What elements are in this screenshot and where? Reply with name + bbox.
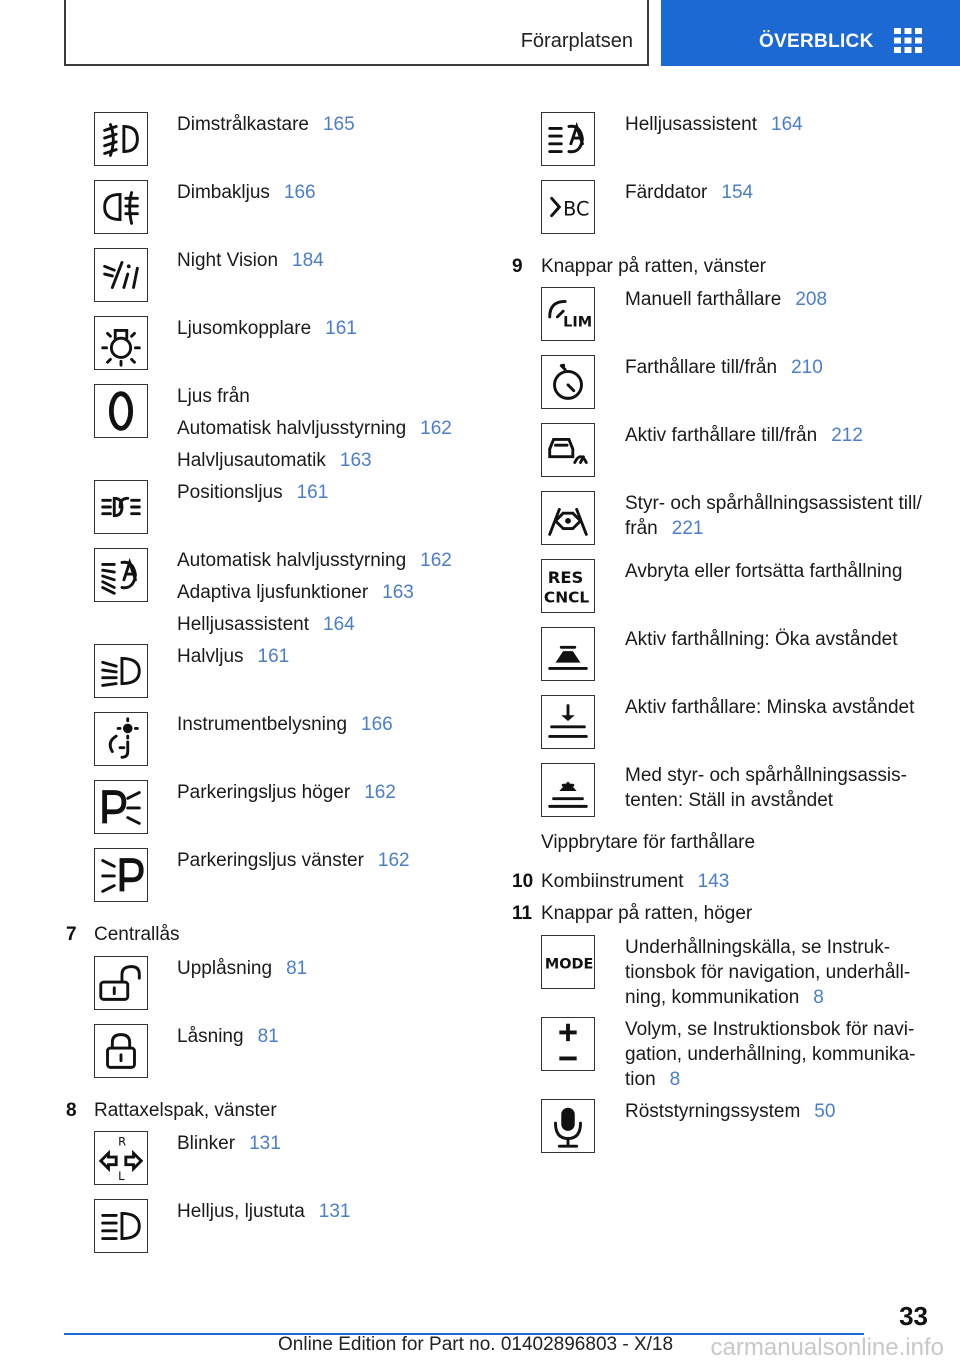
entry-label[interactable] (177, 1200, 350, 1224)
entry-text: Aktiv farthållare till/från (625, 425, 818, 446)
svg-text:MODE: MODE (544, 956, 594, 973)
entry-label[interactable] (177, 1132, 281, 1156)
entry-text: Med styr- och spårhållningsassis- (625, 765, 907, 786)
entry-text: Ljusomkopplare (177, 318, 312, 339)
page-reference-link[interactable]: 131 (249, 1133, 281, 1154)
entry-text: Parkeringsljus vänster (177, 850, 364, 871)
entry-label[interactable] (177, 181, 316, 205)
entry-label (625, 1018, 914, 1042)
page-reference-link[interactable]: 81 (257, 1026, 279, 1047)
entry-label (625, 628, 897, 652)
entry-text: Night Vision (177, 250, 279, 271)
svg-text:L: L (118, 1169, 125, 1184)
section-8-title: Rattaxelspak, vänster (94, 1100, 277, 1121)
entry-label[interactable] (625, 1068, 680, 1092)
page-reference-link[interactable]: 162 (420, 550, 452, 571)
entry-label (625, 492, 922, 516)
entry-label (625, 764, 907, 788)
entry-label[interactable] (177, 849, 410, 873)
entry-text: Färddator (625, 182, 708, 203)
section-9-title: Knappar på ratten, vänster (541, 256, 766, 277)
entry-label (625, 961, 910, 985)
page-reference-link[interactable]: 208 (795, 289, 828, 310)
watermark: carmanualsonline.info (710, 1334, 944, 1361)
section-10-title[interactable] (541, 871, 729, 893)
entry-label[interactable] (177, 449, 372, 473)
res-cncl-icon (541, 559, 595, 613)
page-reference-link[interactable]: 162 (377, 850, 410, 871)
page-reference-link[interactable]: 50 (814, 1101, 836, 1122)
entry-text: Blinker (177, 1133, 236, 1154)
svg-text:R: R (118, 1134, 127, 1149)
section-10-number: 10 (512, 871, 534, 892)
section-10-page[interactable]: 143 (697, 871, 730, 892)
light-switch-icon (94, 316, 148, 370)
page-reference-link[interactable]: 164 (771, 114, 803, 135)
night-vision-icon (94, 248, 148, 302)
onboard-computer-icon (541, 180, 595, 234)
steering-assistant-icon (541, 491, 595, 545)
rear-fog-light-icon (94, 180, 148, 234)
entry-text: Ljus från (177, 386, 250, 407)
entry-label[interactable] (625, 288, 827, 312)
grid-menu-icon (894, 28, 922, 53)
entry-text: Volym, se Instruktionsbok för navi- (625, 1019, 915, 1040)
entry-label[interactable] (625, 181, 753, 205)
entry-text: Halvljus (177, 646, 244, 667)
page-reference-link[interactable]: 161 (325, 318, 357, 339)
auto-headlight-icon (94, 548, 148, 602)
svg-text:BC: BC (563, 197, 590, 221)
page-reference-link[interactable]: 221 (671, 518, 704, 539)
entry-label[interactable] (177, 481, 328, 505)
entry-label[interactable] (625, 424, 863, 448)
instrument-lighting-icon (94, 712, 148, 766)
svg-text:CNCL: CNCL (543, 588, 590, 607)
page-reference-link[interactable]: 166 (361, 714, 393, 735)
entry-text: Röststyrningssystem (625, 1101, 801, 1122)
entry-label[interactable] (177, 417, 452, 441)
section-7-number: 7 (66, 924, 77, 945)
entry-text: Positionsljus (177, 482, 283, 503)
entry-label[interactable] (177, 713, 393, 737)
entry-text: Manuell farthållare (625, 289, 782, 310)
header-section-title: Förarplatsen (520, 30, 633, 52)
section-11-title: Knappar på ratten, höger (541, 903, 753, 924)
section-8-number: 8 (66, 1100, 77, 1121)
entry-text: Upplåsning (177, 958, 273, 979)
entry-label[interactable] (177, 957, 307, 981)
entry-text: Instrumentbelysning (177, 714, 348, 735)
distance-set-icon (541, 763, 595, 817)
entry-label[interactable] (625, 1100, 835, 1124)
entry-text: Helljusassistent (625, 114, 757, 135)
entry-label[interactable] (177, 645, 289, 669)
entry-label[interactable] (625, 986, 824, 1010)
page-reference-link[interactable]: 212 (831, 425, 863, 446)
entry-label[interactable] (177, 113, 355, 137)
entry-text: Underhållningskälla, se Instruk- (625, 937, 891, 958)
page-reference-link[interactable]: 154 (721, 182, 754, 203)
page-reference-link[interactable]: 161 (296, 482, 329, 503)
distance-decrease-icon (541, 695, 595, 749)
mode-icon (541, 935, 595, 989)
active-cruise-control-icon (541, 423, 595, 477)
entry-label (625, 696, 914, 720)
lock-icon (94, 1024, 148, 1078)
header-section-box (64, 0, 649, 66)
entry-text: Automatisk halvljusstyrning (177, 550, 407, 571)
entry-text: Helljus, ljustuta (177, 1201, 305, 1222)
entry-text: Avbryta eller fortsätta farthållning (625, 561, 903, 582)
page-reference-link[interactable]: 164 (323, 614, 355, 635)
low-beam-icon (94, 644, 148, 698)
page-reference-link[interactable]: 163 (382, 582, 414, 603)
page-reference-link[interactable]: 8 (813, 987, 824, 1008)
page-reference-link[interactable]: 184 (292, 250, 324, 271)
volume-icon (541, 1017, 595, 1071)
front-fog-light-icon (94, 112, 148, 166)
svg-text:RES: RES (547, 568, 584, 588)
position-lights-icon (94, 480, 148, 534)
entry-label[interactable] (177, 249, 324, 273)
page-reference-link[interactable]: 210 (791, 357, 823, 378)
parking-light-right-icon (94, 780, 148, 834)
rocker-switch-label: Vippbrytare för farthållare (541, 832, 756, 853)
page-reference-link[interactable]: 162 (364, 782, 396, 803)
entry-text: Helljusassistent (177, 614, 309, 635)
turn-signal-icon (94, 1131, 148, 1185)
entry-text: Styr- och spårhållningsassistent till/ (625, 493, 922, 514)
header-chapter-title: ÖVERBLICK (759, 31, 874, 52)
entry-text: tion (625, 1069, 656, 1090)
page-number: 33 (899, 1301, 928, 1331)
entry-text: Dimbakljus (177, 182, 270, 203)
entry-label[interactable] (177, 581, 414, 605)
entry-text: Dimstrålkastare (177, 114, 309, 135)
entry-label (625, 936, 890, 960)
page-reference-link[interactable]: 165 (322, 114, 355, 135)
entry-label (625, 560, 902, 584)
entry-text: Aktiv farthållning: Öka avståndet (625, 629, 898, 650)
entry-label (625, 1043, 915, 1067)
section-11-number: 11 (512, 903, 533, 924)
entry-text: Automatisk halvljusstyrning (177, 418, 407, 439)
entry-label[interactable] (177, 613, 355, 637)
page-reference-link[interactable]: 161 (257, 646, 290, 667)
entry-label[interactable] (177, 1025, 279, 1049)
lights-off-icon (94, 384, 148, 438)
entry-label[interactable] (177, 781, 396, 805)
entry-text: Halvljusautomatik (177, 450, 326, 471)
entry-text: Adaptiva ljusfunktioner (177, 582, 369, 603)
entry-label (625, 789, 833, 813)
high-beam-icon (94, 1199, 148, 1253)
edition-text: Online Edition for Part no. 01402896803 - X/18 (278, 1334, 674, 1355)
entry-label[interactable] (625, 517, 703, 541)
entry-text: från (625, 518, 658, 539)
entry-text: tenten: Ställ in avståndet (625, 790, 834, 811)
page-reference-link[interactable]: 81 (286, 958, 308, 979)
page-reference-link[interactable]: 163 (339, 450, 372, 471)
distance-increase-icon (541, 627, 595, 681)
entry-text: ning, kommunikation (625, 987, 800, 1008)
unlock-icon (94, 956, 148, 1010)
microphone-icon (541, 1099, 595, 1153)
entry-text: Låsning (177, 1026, 244, 1047)
high-beam-assist-icon (541, 112, 595, 166)
speed-limiter-icon (541, 287, 595, 341)
entry-label[interactable] (625, 113, 803, 137)
entry-text: Parkeringsljus höger (177, 782, 351, 803)
section-9-number: 9 (512, 256, 523, 277)
parking-light-left-icon (94, 848, 148, 902)
page-reference-link[interactable]: 131 (318, 1201, 351, 1222)
header-chapter-tab[interactable] (661, 0, 960, 66)
page-reference-link[interactable]: 166 (283, 182, 316, 203)
entry-label[interactable] (177, 549, 452, 573)
svg-text:LIM: LIM (563, 314, 593, 331)
entry-text: Farthållare till/från (625, 357, 778, 378)
cruise-control-icon (541, 355, 595, 409)
entry-text: Aktiv farthållare: Minska avståndet (625, 697, 915, 718)
section-10-text: Kombiinstrument (541, 871, 684, 892)
section-7-title: Centrallås (94, 924, 180, 945)
page-reference-link[interactable]: 162 (420, 418, 452, 439)
entry-label[interactable] (625, 356, 823, 380)
page-reference-link[interactable]: 8 (669, 1069, 681, 1090)
entry-text: tionsbok för navigation, underhåll- (625, 962, 911, 983)
entry-text: gation, underhållning, kommunika- (625, 1044, 916, 1065)
entry-label (177, 385, 250, 409)
entry-label[interactable] (177, 317, 357, 341)
